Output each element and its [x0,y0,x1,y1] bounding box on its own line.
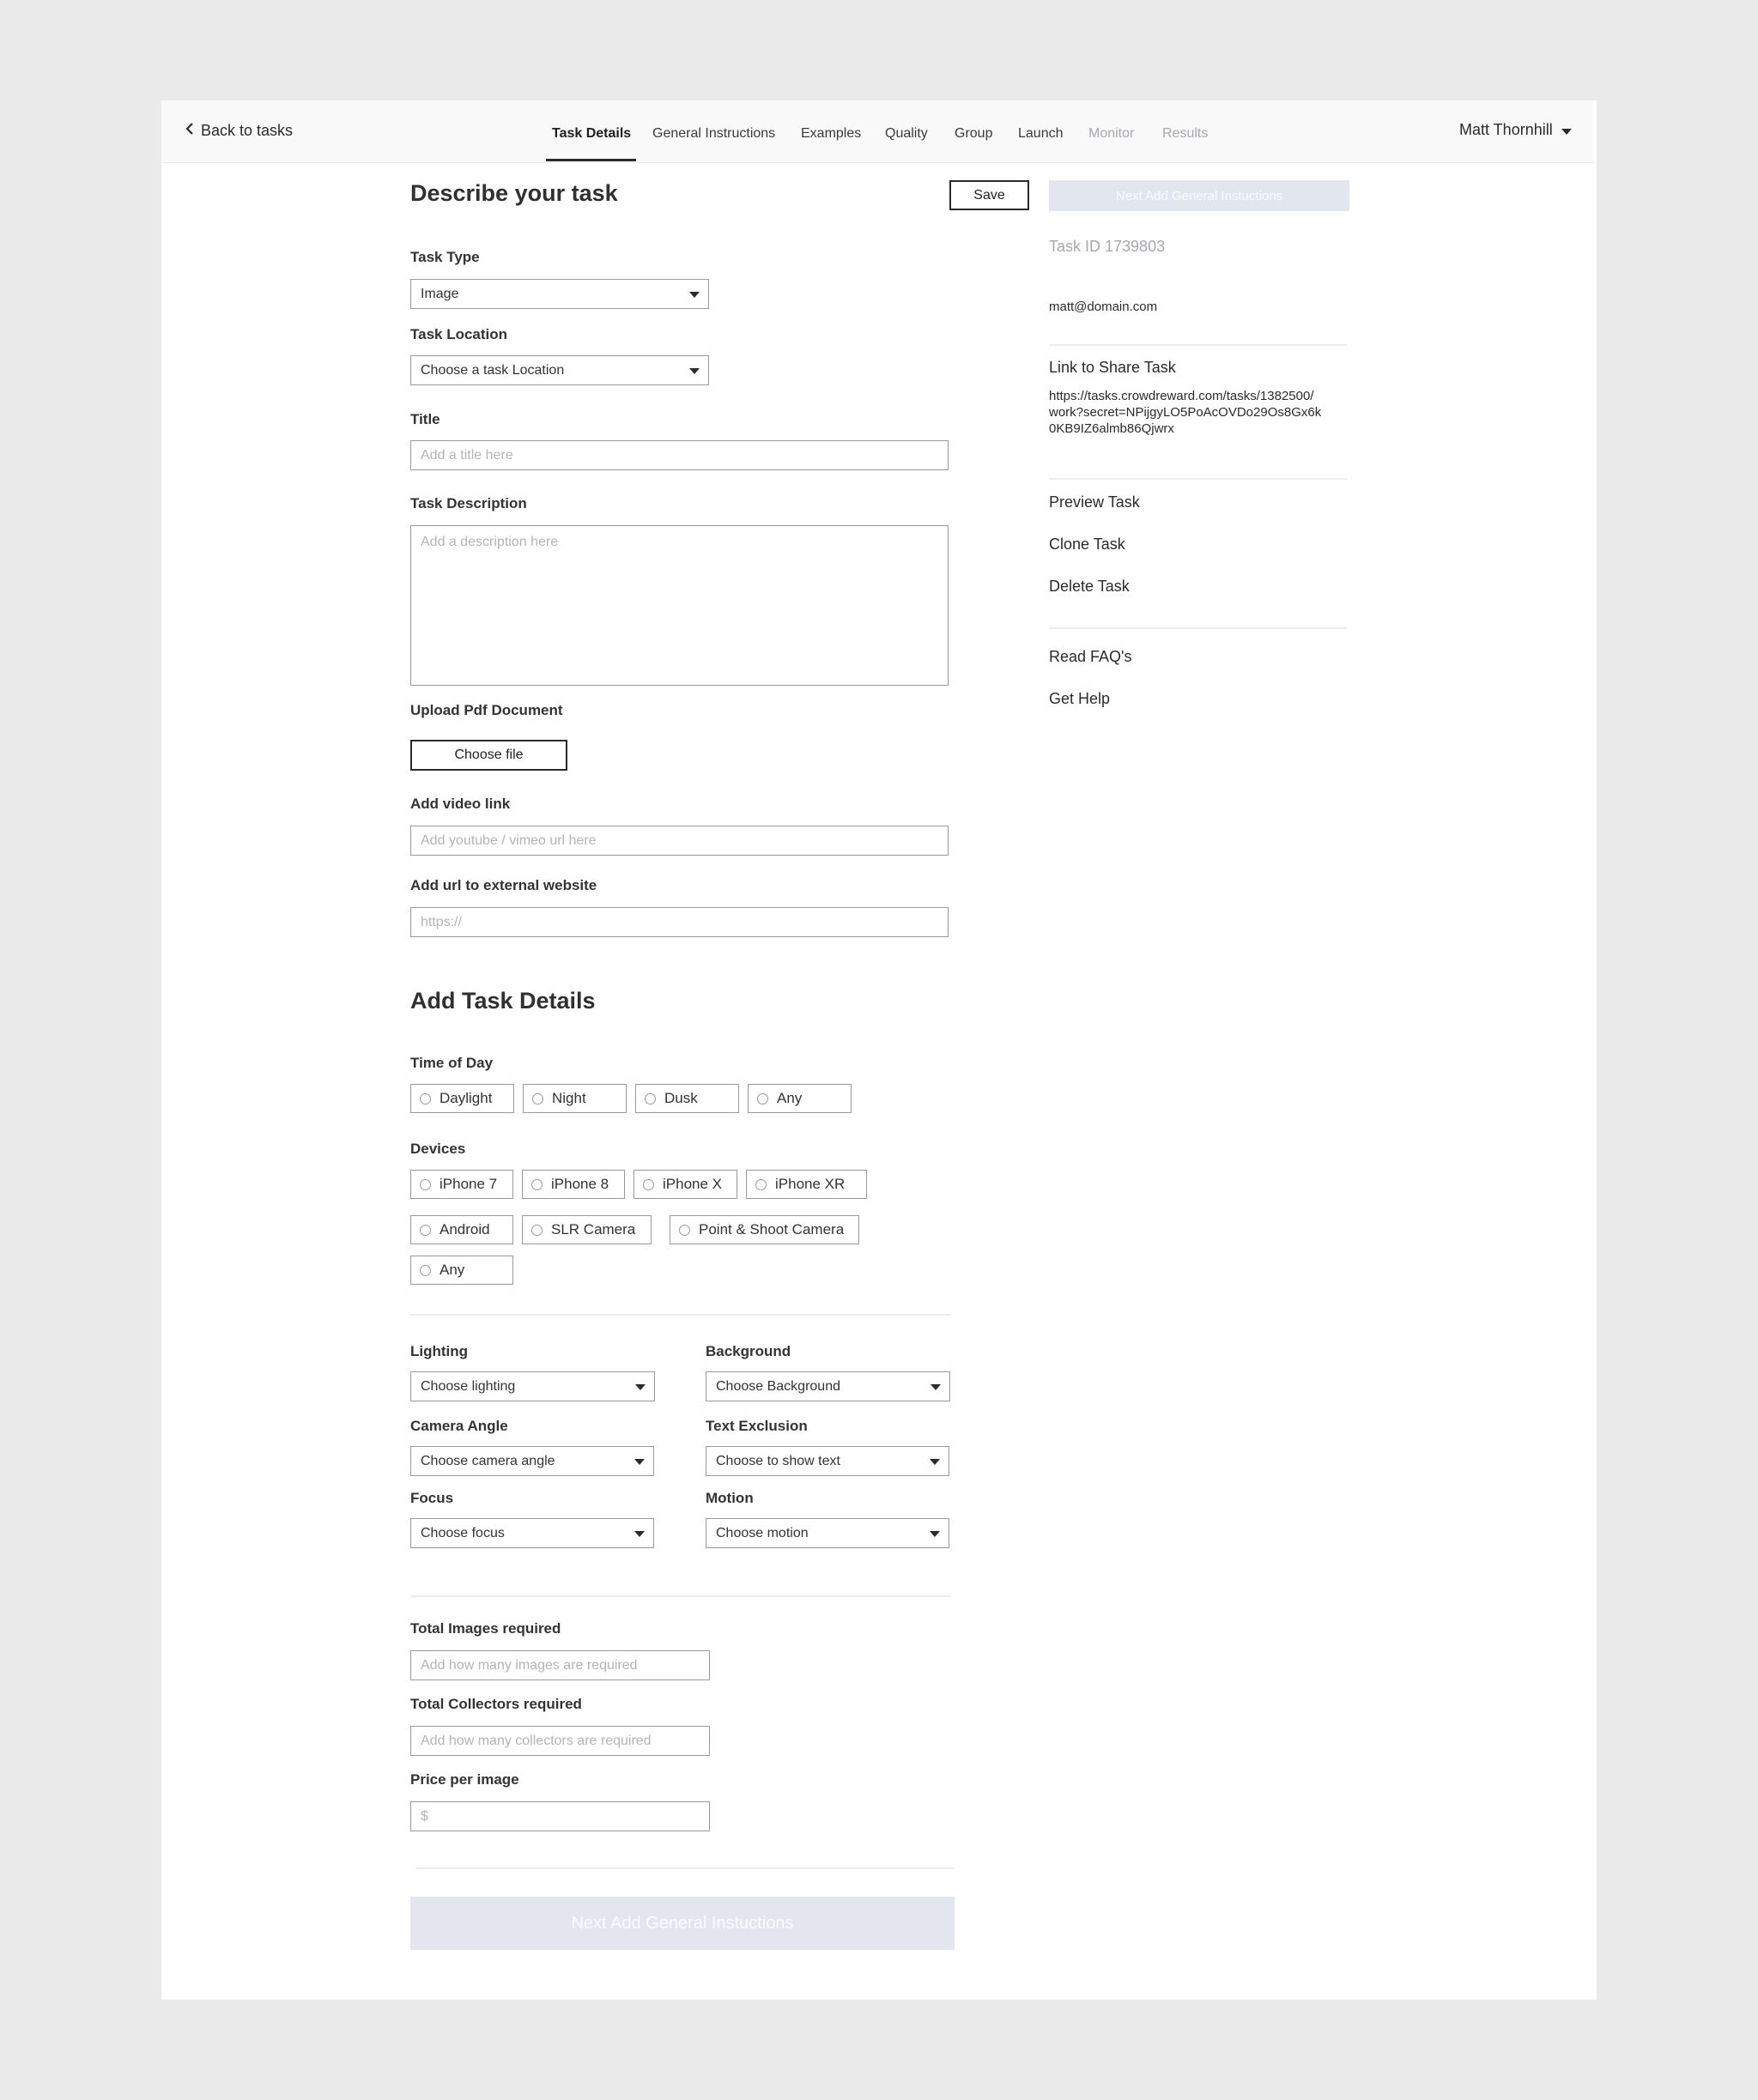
task-location-select[interactable] [410,355,709,385]
video-link-label: Add video link [410,796,511,812]
save-button[interactable]: Save [949,180,1029,210]
get-help-link[interactable]: Get Help [1049,690,1111,707]
tab-group[interactable]: Group [955,126,993,141]
tab-results[interactable]: Results [1162,126,1209,141]
total-collectors-input[interactable] [410,1726,710,1756]
tab-monitor[interactable]: Monitor [1088,126,1135,141]
background-label: Background [706,1343,791,1359]
user-menu[interactable] [1459,121,1572,139]
task-type-value: Image [421,286,459,301]
lighting-select[interactable] [410,1371,655,1401]
text-exclusion-value: Choose to show text [716,1453,840,1468]
delete-task-link[interactable]: Delete Task [1049,578,1130,595]
time-option-night[interactable] [523,1084,627,1113]
radio-icon [420,1225,431,1236]
section-divider [410,1595,951,1597]
option-label: iPhone 7 [440,1176,498,1192]
caret-down-icon [1561,129,1572,135]
text-exclusion-select[interactable] [706,1446,949,1476]
describe-heading: Describe your task [410,180,618,206]
camera-angle-label: Camera Angle [410,1418,508,1434]
sidebar-divider [1049,478,1348,480]
option-label: Night [552,1090,586,1106]
devices-label: Devices [410,1141,466,1157]
device-option-iphone-7[interactable] [410,1170,513,1199]
lighting-value: Choose lighting [421,1378,516,1394]
caret-down-icon [635,1384,646,1390]
title-input[interactable] [410,440,949,470]
clone-task-link[interactable]: Clone Task [1049,536,1125,553]
title-label: Title [410,411,440,427]
total-collectors-label: Total Collectors required [410,1696,582,1712]
device-option-iphone-x[interactable] [633,1170,737,1199]
motion-label: Motion [706,1490,754,1506]
share-url-line: 0KB9IZ6almb86Qjwrx [1049,421,1174,436]
top-nav [161,100,1593,163]
sidebar-divider [1049,344,1348,346]
radio-icon [645,1093,656,1104]
price-per-image-input[interactable] [410,1801,710,1831]
radio-icon [532,1093,543,1104]
time-option-any[interactable] [748,1084,852,1113]
option-label: Daylight [440,1090,493,1106]
option-label: SLR Camera [551,1221,636,1238]
caret-down-icon [931,1384,941,1390]
radio-icon [643,1179,654,1190]
task-description-textarea[interactable] [410,525,949,686]
active-tab-indicator [546,159,636,161]
tab-examples[interactable]: Examples [801,126,862,141]
share-url-line: https://tasks.crowdreward.com/tasks/1382500/ [1049,389,1314,403]
radio-icon [755,1179,767,1190]
focus-select[interactable] [410,1518,654,1548]
external-url-label: Add url to external website [410,877,597,893]
tab-task-details[interactable]: Task Details [552,126,632,141]
radio-icon [420,1265,431,1276]
sidebar-next-button[interactable]: Next Add General Instuctions [1049,180,1349,211]
focus-value: Choose focus [421,1525,505,1540]
device-option-iphone-8[interactable] [522,1170,625,1199]
external-url-input[interactable] [410,907,949,937]
task-type-select[interactable] [410,279,709,309]
option-label: Any [777,1090,803,1106]
radio-icon [420,1179,431,1190]
radio-icon [679,1225,690,1236]
option-label: Dusk [664,1090,698,1106]
device-option-point-shoot-camera[interactable] [670,1215,859,1244]
caret-down-icon [930,1459,940,1465]
task-details-heading: Add Task Details [410,988,596,1014]
share-url[interactable] [1049,388,1321,437]
camera-angle-value: Choose camera angle [421,1453,555,1468]
option-label: Point & Shoot Camera [699,1221,845,1238]
task-type-label: Task Type [410,249,480,265]
tab-launch[interactable]: Launch [1018,126,1064,141]
caret-down-icon [689,292,700,298]
time-of-day-label: Time of Day [410,1055,494,1071]
app-frame [161,100,1597,2000]
section-divider [410,1314,951,1316]
task-description-label: Task Description [410,495,527,511]
chevron-left-icon [185,122,194,140]
camera-angle-select[interactable] [410,1446,654,1476]
device-option-slr-camera[interactable] [522,1215,652,1244]
task-location-value: Choose a task Location [421,362,565,378]
task-id: Task ID 1739803 [1049,238,1166,255]
share-link-label: Link to Share Task [1049,359,1176,376]
upload-pdf-label: Upload Pdf Document [410,702,563,718]
task-location-label: Task Location [410,326,508,342]
device-option-android[interactable] [410,1215,513,1244]
price-per-image-label: Price per image [410,1771,519,1788]
option-label: iPhone XR [775,1176,846,1192]
caret-down-icon [689,368,700,374]
user-email: matt@domain.com [1049,300,1158,314]
text-exclusion-label: Text Exclusion [706,1418,808,1434]
radio-icon [531,1225,543,1236]
motion-value: Choose motion [716,1525,809,1540]
video-link-input[interactable] [410,826,949,856]
radio-icon [420,1093,431,1104]
total-images-input[interactable] [410,1650,710,1680]
option-label: iPhone X [663,1176,722,1192]
section-divider [415,1867,955,1869]
tab-quality[interactable]: Quality [885,126,928,141]
focus-label: Focus [410,1490,454,1506]
time-option-dusk[interactable] [635,1084,739,1113]
back-label: Back to tasks [201,122,294,139]
total-images-label: Total Images required [410,1620,561,1637]
back-to-tasks-link[interactable] [185,122,293,140]
read-faqs-link[interactable]: Read FAQ's [1049,648,1132,665]
tab-general-instructions[interactable]: General Instructions [652,126,776,141]
choose-file-button[interactable]: Choose file [410,740,567,771]
option-label: Any [440,1262,465,1278]
device-option-any[interactable] [410,1256,513,1285]
device-option-iphone-xr[interactable] [746,1170,867,1199]
sidebar-divider [1049,627,1348,629]
radio-icon [757,1093,768,1104]
option-label: iPhone 8 [551,1176,609,1192]
lighting-label: Lighting [410,1343,469,1359]
caret-down-icon [634,1531,645,1537]
background-select[interactable] [706,1371,950,1401]
next-general-instructions-button[interactable]: Next Add General Instuctions [410,1897,955,1950]
motion-select[interactable] [706,1518,949,1548]
share-url-line: work?secret=NPijgyLO5PoAcOVDo29Os8Gx6k [1049,405,1322,420]
caret-down-icon [634,1459,645,1465]
preview-task-link[interactable]: Preview Task [1049,493,1140,511]
caret-down-icon [930,1531,940,1537]
time-option-daylight[interactable] [410,1084,514,1113]
radio-icon [531,1179,543,1190]
user-name: Matt Thornhill [1459,121,1553,138]
option-label: Android [440,1221,490,1238]
background-value: Choose Background [716,1378,840,1394]
